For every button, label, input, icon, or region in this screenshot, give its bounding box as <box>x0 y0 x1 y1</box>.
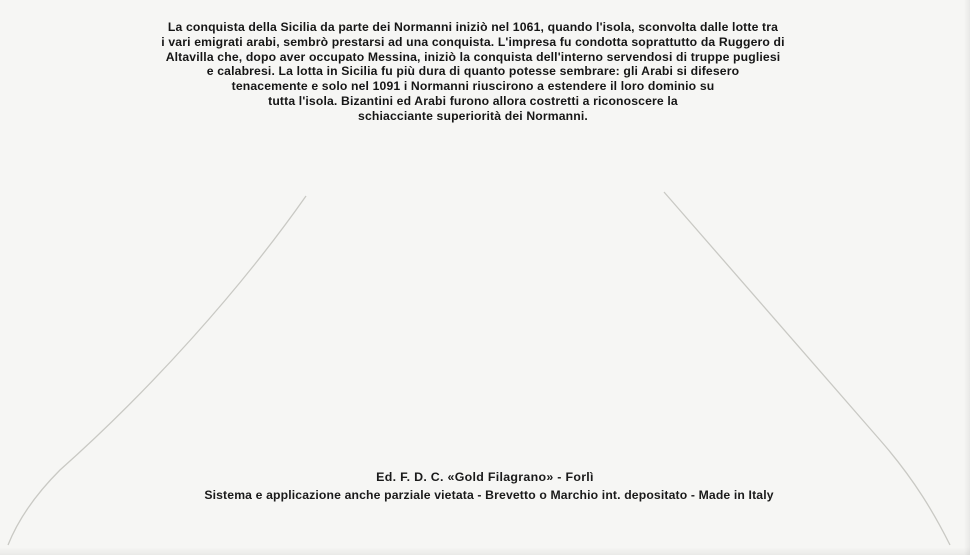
description-line: tutta l'isola. Bizantini ed Arabi furono allora costretti a riconoscere la <box>268 93 678 108</box>
right-edge-shadow <box>964 0 970 555</box>
bottom-edge-shadow <box>0 547 970 555</box>
description-line: i vari emigrati arabi, sembrò prestarsi ad una conquista. L'impresa fu condotta soprattutto da Ruggero di <box>161 34 785 49</box>
description-line: tenacemente e solo nel 1091 i Normanni riuscirono a estendere il loro dominio su <box>231 79 715 94</box>
historical-description <box>100 20 846 124</box>
copyright-notice: Sistema e applicazione anche parziale vietata - Brevetto o Marchio int. depositato - Made in Italy <box>204 488 774 502</box>
description-line: Altavilla che, dopo aver occupato Messina, iniziò la conquista dell'interno servendosi di truppe pugliesi <box>165 49 781 64</box>
description-line: schiacciante superiorità dei Normanni. <box>358 108 588 123</box>
publisher-imprint: Ed. F. D. C. «Gold Filagrano» - Forlì <box>376 470 594 484</box>
description-line: e calabresi. La lotta in Sicilia fu più dura di quanto potesse sembrare: gli Arabi si difesero <box>206 64 740 79</box>
description-line: La conquista della Sicilia da parte dei Normanni iniziò nel 1061, quando l'isola, sconvolta dalle lotte tra <box>167 20 779 34</box>
